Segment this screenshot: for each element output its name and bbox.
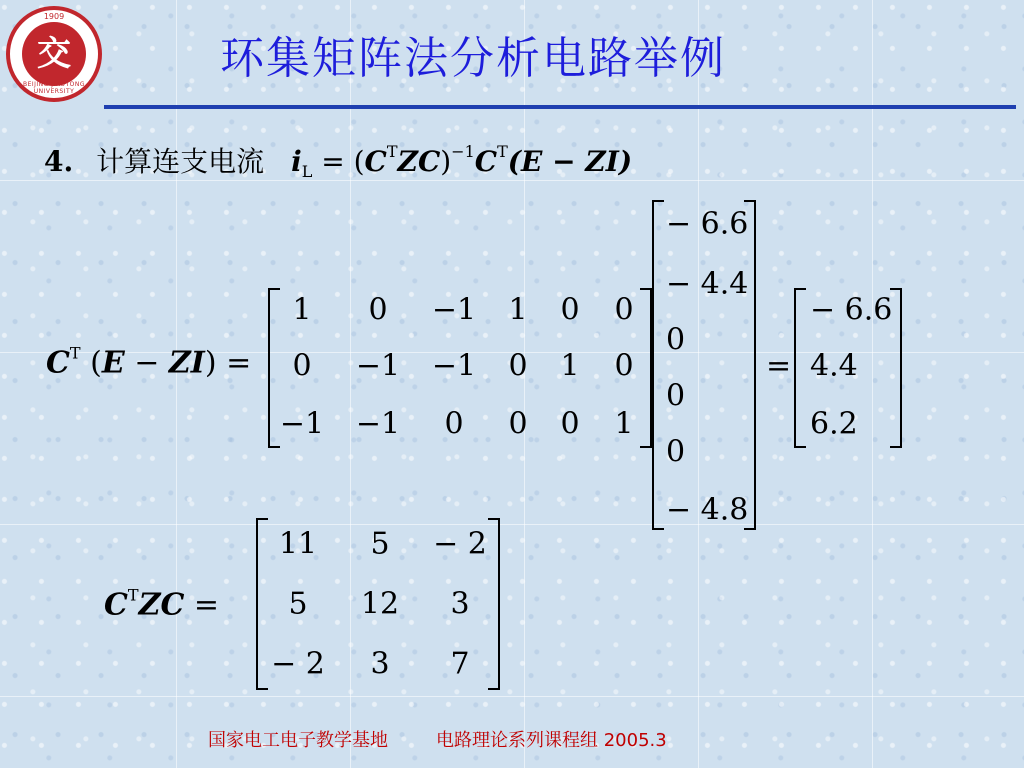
logo-emblem (22, 22, 86, 86)
matrix-cell: −1 (355, 348, 401, 384)
formula-i: i (291, 145, 302, 178)
formula-C2: C (474, 145, 498, 178)
matrix-cell: 0 (508, 406, 528, 442)
eq1-C: C (46, 345, 70, 381)
formula-sub-L: L (301, 162, 313, 181)
bracket-left (268, 288, 280, 448)
title-divider (104, 105, 1016, 109)
matrix-cell: 3 (370, 646, 390, 682)
formula-eq: = ( (321, 145, 365, 178)
grid-line (176, 0, 177, 768)
eq1-equals: = (766, 348, 792, 384)
university-logo (6, 6, 102, 102)
matrix-cell: 5 (370, 526, 390, 562)
eq1-T: T (69, 343, 81, 363)
eq2-ZC: ZC (138, 587, 185, 623)
matrix-cell: 0 (508, 348, 528, 384)
matrix-cell: 0 (368, 292, 388, 328)
matrix-cell: −1 (355, 406, 401, 442)
matrix-cell: 0 (444, 406, 464, 442)
eq1-open: ( (80, 345, 102, 381)
bracket-left (794, 288, 806, 448)
matrix-cell: − 4.8 (666, 492, 749, 528)
formula-paren: (E − ZI) (507, 145, 633, 178)
matrix-cell: − 2 (271, 646, 325, 682)
step-label: 计算连支电流 (96, 145, 265, 178)
matrix-cell: 1 (292, 292, 312, 328)
formula-close: ) (440, 145, 452, 178)
grid-line (0, 696, 1024, 697)
matrix-cell: 0 (614, 292, 634, 328)
matrix-cell: − 2 (433, 526, 487, 562)
bracket-right (488, 518, 500, 690)
formula-T2: T (497, 142, 508, 161)
matrix-cell: 1 (560, 348, 580, 384)
eq2-eq: = (184, 587, 220, 623)
matrix-cell: − 6.6 (810, 292, 893, 328)
eq1-close: ) = (204, 345, 252, 381)
matrix-cell: 3 (450, 586, 470, 622)
matrix-cell: 0 (614, 348, 634, 384)
logo-ring-text: BEIJING JIAOTONG UNIVERSITY (22, 81, 86, 95)
formula-ZC: ZC (397, 145, 441, 178)
eq1-E: E (101, 345, 125, 381)
matrix-cell: 7 (450, 646, 470, 682)
formula-C1: C (364, 145, 387, 178)
matrix-a (268, 288, 652, 448)
vector-b (652, 200, 756, 530)
matrix-cell: 0 (666, 322, 686, 358)
step-number: 4. (44, 145, 74, 178)
matrix-cell: 0 (666, 378, 686, 414)
matrix-cell: − 6.6 (666, 206, 749, 242)
eq2-lhs (104, 586, 219, 623)
eq1-lhs (46, 344, 251, 381)
matrix-cell: 11 (278, 526, 318, 562)
matrix-cell: 1 (614, 406, 634, 442)
matrix-ctzc (256, 518, 500, 690)
matrix-cell: 0 (560, 292, 580, 328)
formula-T1: T (386, 142, 398, 161)
logo-mark: 交 (37, 34, 71, 74)
eq1-minus: − (124, 345, 169, 381)
matrix-cell: 0 (560, 406, 580, 442)
matrix-cell: 0 (666, 434, 686, 470)
matrix-cell: 4.4 (810, 348, 858, 384)
matrix-cell: −1 (431, 348, 477, 384)
matrix-cell: 0 (292, 348, 312, 384)
matrix-cell: 1 (508, 292, 528, 328)
bracket-right (640, 288, 652, 448)
matrix-cell: − 4.4 (666, 266, 749, 302)
step-line (44, 140, 632, 181)
footer-left: 国家电工电子教学基地 (208, 730, 388, 751)
page-title: 环集矩阵法分析电路举例 (220, 33, 726, 84)
formula-inverse: −1 (451, 142, 475, 161)
footer (208, 726, 667, 752)
matrix-cell: −1 (431, 292, 477, 328)
result-vector (794, 288, 902, 448)
grid-line (0, 524, 1024, 525)
eq2-T: T (127, 585, 139, 605)
eq1-ZI: ZI (168, 345, 205, 381)
bracket-right (744, 200, 756, 530)
logo-year: 1909 (43, 12, 65, 21)
matrix-cell: 12 (360, 586, 400, 622)
bracket-left (256, 518, 268, 690)
footer-right: 电路理论系列课程组 2005.3 (436, 730, 667, 751)
matrix-cell: 6.2 (810, 406, 858, 442)
bracket-left (652, 200, 664, 530)
matrix-cell: 5 (288, 586, 308, 622)
matrix-cell: −1 (279, 406, 325, 442)
eq2-C: C (104, 587, 128, 623)
